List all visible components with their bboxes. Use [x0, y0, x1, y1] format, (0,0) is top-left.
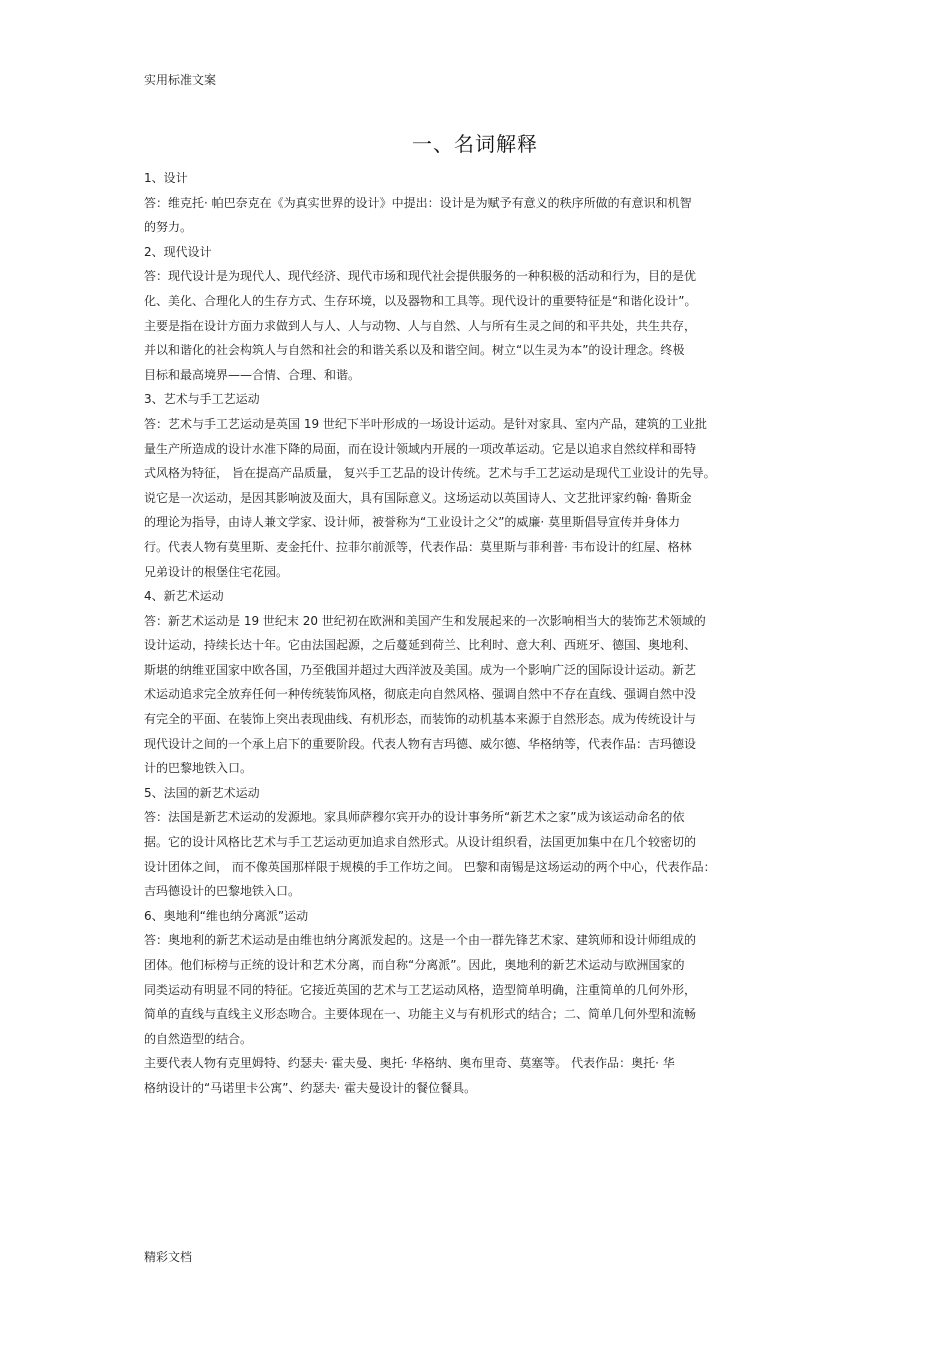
text-line: 并以和谐化的社会构筑人与自然和社会的和谐关系以及和谐空间。树立“以生灵为本”的设计理念。终极 [144, 343, 685, 358]
text-line: 简单的直线与直线主义形态吻合。主要体现在一、功能主义与有机形式的结合；二、简单几何外型和流畅 [144, 1007, 697, 1022]
text-line: 格纳设计的“马诺里卡公寓”、约瑟夫· 霍夫曼设计的餐位餐具。 [144, 1080, 477, 1095]
text-line: 2、现代设计 [144, 244, 212, 259]
text-line: 目标和最高境界——合情、合理、和谐。 [144, 367, 361, 382]
document-body [144, 166, 824, 1101]
text-line: 量生产所造成的设计水准下降的局面，而在设计领域内开展的一项改革运动。它是以追求自然纹样和哥特 [144, 441, 697, 456]
text-line: 5、法国的新艺术运动 [144, 785, 260, 800]
text-line: 行。代表人物有莫里斯、麦金托什、拉菲尔前派等，代表作品：莫里斯与菲利普· 韦布设计的红屋、格林 [144, 539, 692, 554]
text-line: 兄弟设计的根堡住宅花园。 [144, 564, 289, 579]
text-line: 术运动追求完全放弃任何一种传统装饰风格，彻底走向自然风格、强调自然中不存在直线、强调自然中没 [144, 687, 697, 702]
page-header: 实用标准文案 [144, 73, 217, 87]
text-line: 答：奥地利的新艺术运动是由维也纳分离派发起的。这是一个由一群先锋艺术家、建筑师和设计师组成的 [144, 933, 697, 948]
text-line: 答：艺术与手工艺运动是英国 19 世纪下半叶形成的一场设计运动。是针对家具、室内产品，建筑的工业批 [144, 416, 707, 431]
text-line: 吉玛德设计的巴黎地铁入口。 [144, 884, 301, 899]
text-line: 计的巴黎地铁入口。 [144, 761, 253, 776]
text-line: 的理论为指导，由诗人兼文学家、设计师，被誉称为“工业设计之父”的威廉· 莫里斯倡导宣传并身体力 [144, 515, 681, 530]
text-line: 现代设计之间的一个承上启下的重要阶段。代表人物有吉玛德、威尔德、华格纳等，代表作品：吉玛德设 [144, 736, 697, 751]
text-line: 答：法国是新艺术运动的发源地。家具师萨穆尔宾开办的设计事务所“新艺术之家”成为该运动命名的依 [144, 810, 685, 825]
text-line: 斯堪的纳维亚国家中欧各国，乃至俄国并超过大西洋波及美国。成为一个影响广泛的国际设计运动。新艺 [144, 662, 697, 677]
text-line: 设计团体之间， 而不像英国那样限于规模的手工作坊之间。 巴黎和南锡是这场运动的两个中心，代表作品： [144, 859, 716, 874]
page-title: 一、名词解释 [412, 132, 538, 156]
text-line: 化、美化、合理化人的生存方式、生存环境，以及器物和工具等。现代设计的重要特征是“和谐化设计”。 [144, 293, 697, 308]
text-line: 的自然造型的结合。 [144, 1031, 253, 1046]
text-line: 团体。他们标榜与正统的设计和艺术分离，而自称“分离派”。因此，奥地利的新艺术运动与欧洲国家的 [144, 958, 685, 972]
text-line: 同类运动有明显不同的特征。它接近英国的艺术与工艺运动风格，造型简单明确，注重简单的几何外形， [144, 982, 697, 997]
page-footer: 精彩文档 [144, 1250, 193, 1264]
text-line: 4、新艺术运动 [144, 589, 224, 604]
text-line: 答：现代设计是为现代人、现代经济、现代市场和现代社会提供服务的一种积极的活动和行为，目的是优 [144, 269, 697, 284]
text-line: 说它是一次运动，是因其影响波及面大，具有国际意义。这场运动以英国诗人、文艺批评家约翰· 鲁斯金 [144, 490, 692, 505]
text-line: 答：新艺术运动是 19 世纪末 20 世纪初在欧洲和美国产生和发展起来的一次影响相当大的装饰艺术领域的 [144, 613, 706, 628]
text-line: 主要是指在设计方面力求做到人与人、人与动物、人与自然、人与所有生灵之间的和平共处，共生共存， [144, 318, 697, 333]
text-line: 3、艺术与手工艺运动 [144, 392, 260, 407]
text-line: 答：维克托· 帕巴奈克在《为真实世界的设计》中提出：设计是为赋予有意义的秩序所做的有意识和机智 [144, 195, 692, 210]
text-line: 6、奥地利“维也纳分离派”运动 [144, 908, 309, 923]
text-line: 1、设计 [144, 171, 188, 185]
text-line: 据。它的设计风格比艺术与手工艺运动更加追求自然形式。从设计组织看，法国更加集中在几个较密切的 [144, 835, 697, 850]
text-line: 的努力。 [144, 220, 193, 235]
text-line: 主要代表人物有克里姆特、约瑟夫· 霍夫曼、奥托· 华格纳、奥布里奇、莫塞等。 代表作品：奥托· 华 [144, 1056, 675, 1071]
text-line: 有完全的平面、在装饰上突出表现曲线、有机形态，而装饰的动机基本来源于自然形态。成为传统设计与 [144, 712, 697, 727]
text-line: 设计运动，持续长达十年。它由法国起源，之后蔓延到荷兰、比利时、意大利、西班牙、德国、奥地利、 [144, 638, 697, 653]
text-line: 式风格为特征， 旨在提高产品质量， 复兴手工艺品的设计传统。艺术与手工艺运动是现代工业设计的先导。 [144, 466, 716, 481]
